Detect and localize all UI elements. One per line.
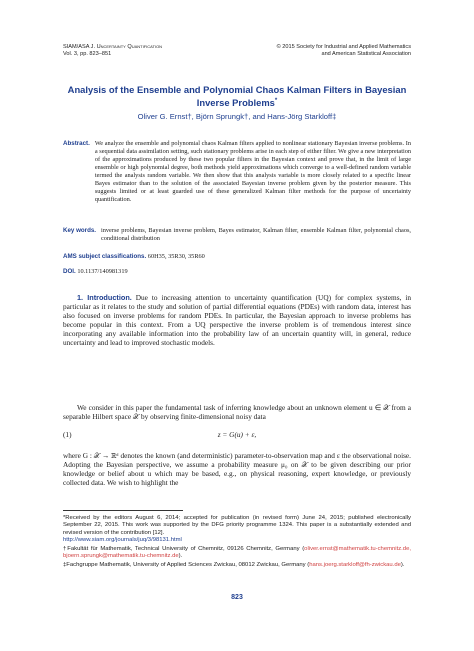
abstract-text: We analyze the ensemble and polynomial chaos Kalman filters applied to nonlinear stationary Bayesian inverse problems. In a sequential data assimilation setting, such stationary problems arise in each step of either filter. We give a new interpretation of the approximations produced by these two popular filters in the Bayesian context and prove that, in the limit of large ensemble or high polynomial degree, both methods yield approximations which converge to a well-defined random variable termed the analysis random variable. We then show that this analysis variable is more closely related to a specific linear Bayes estimator than to the solution of the associated Bayesian inverse problem given by the posterior measure. This suggests limited or at least guarded use of these generalized Kalman filter methods for the purpose of uncertainty quantification.	[94, 140, 411, 203]
footnote-affiliation-2	[63, 562, 411, 569]
paper-title	[63, 84, 411, 108]
starkloff-email-link[interactable]: hans.joerg.starkloff@fh-zwickau.de	[309, 562, 401, 568]
keywords	[63, 227, 411, 243]
title-line-2: Inverse Problems	[196, 96, 275, 108]
journal-header	[63, 44, 162, 58]
author-emails-link[interactable]: oliver.ernst@mathematik.tu-chemnitz.de, bjoern.sprungk@mathematik.tu-chemnitz.de	[63, 546, 411, 560]
abstract	[63, 140, 411, 204]
footnote-received	[63, 515, 411, 545]
footnote-2-end: ).	[178, 553, 183, 560]
title-line-1: Analysis of the Ensemble and Polynomial Chaos Kalman Filters in Bayesian	[67, 84, 407, 95]
copyright-header	[277, 44, 411, 58]
equation-number: (1)	[63, 430, 72, 439]
doi-text: 10.1137/140981319	[77, 268, 128, 275]
doi	[63, 268, 411, 276]
footnote-1-text: *Received by the editors August 6, 2014; accepted for publication (in revised form) June 24, 2015; published electronically September 22, 2015. This work was supported by the DFG priority programme 1324. This paper is a substantially extended and revised version of the contribution [12].	[63, 515, 411, 536]
copyright-line-1: © 2015 Society for Industrial and Applied Mathematics	[276, 44, 411, 50]
footnote-3-end: ).	[400, 562, 405, 568]
footnote-affiliation-1	[63, 546, 411, 561]
section-heading: 1. Introduction.	[77, 293, 132, 302]
abstract-label: Abstract.	[63, 140, 90, 147]
footnote-3-text: ‡Fachgruppe Mathematik, University of Applied Sciences Zwickau, 08012 Zwickau, Germany (	[63, 562, 310, 568]
author-list: Oliver G. Ernst†, Björn Sprungk†, and Hans-Jörg Starkloff‡	[137, 112, 337, 121]
keywords-label: Key words.	[63, 227, 97, 234]
equation-1	[63, 430, 411, 440]
doi-label: DOI.	[63, 268, 76, 275]
ams-label: AMS subject classifications.	[63, 253, 147, 260]
intro-paragraph-2: We consider in this paper the fundamental task of inferring knowledge about an unknown element u ∈ 𝒳 from a separable Hilbert space 𝒳 by observing finite-dimensional noisy data	[63, 403, 411, 422]
intro-paragraph-1	[63, 293, 411, 348]
ams-text: 60H35, 35R30, 35R60	[147, 253, 205, 260]
footnote-2-text: †Fakultät für Mathematik, Technical University of Chemnitz, 09126 Chemnitz, Germany (	[63, 546, 305, 552]
title-footnote-mark: *	[274, 97, 278, 104]
intro-text-1: Due to increasing attention to uncertainty quantification (UQ) for complex systems, in particular as it relates to the study and solution of partial differential equations (PDEs) with random data, interest has also focused on inverse problems for random PDEs. In particular, the Bayesian approach to inverse problems has become popular in this context. From a UQ perspective the inverse problem is of tremendous interest since incorporating any available information into the probability law of an uncertain quantity will, in general, reduce uncertainty and lead to improved stochastic models.	[63, 293, 411, 348]
keywords-text: inverse problems, Bayesian inverse problem, Bayes estimator, Kalman filter, ensemble Kalman filter, polynomial chaos, conditional distribution	[101, 227, 411, 242]
page-number: 823	[231, 594, 243, 601]
journal-volume: Vol. 3, pp. 823–851	[63, 51, 112, 57]
footnote-rule	[63, 510, 183, 511]
ams-classification	[63, 253, 411, 261]
copyright-line-2: and American Statistical Association	[321, 51, 411, 57]
equation-expression: z = G(u) + ε,	[217, 430, 257, 439]
journal-link[interactable]: http://www.siam.org/journals/juq/3/98131.html	[63, 537, 182, 544]
journal-name: SIAM/ASA J. Uncertainty Quantification	[63, 44, 163, 50]
intro-paragraph-3: where G : 𝒳 → ℝᵈ denotes the known (and deterministic) parameter-to-observation map and ε the observational noise. Adopting the Bayesian perspective, we assume a probability measure μ₀ on 𝒳 to be given describing our prior knowledge or belief about u which may be based, e.g., on physical reasoning, expert knowledge, or previously collected data. We wish to highlight the	[63, 451, 411, 488]
